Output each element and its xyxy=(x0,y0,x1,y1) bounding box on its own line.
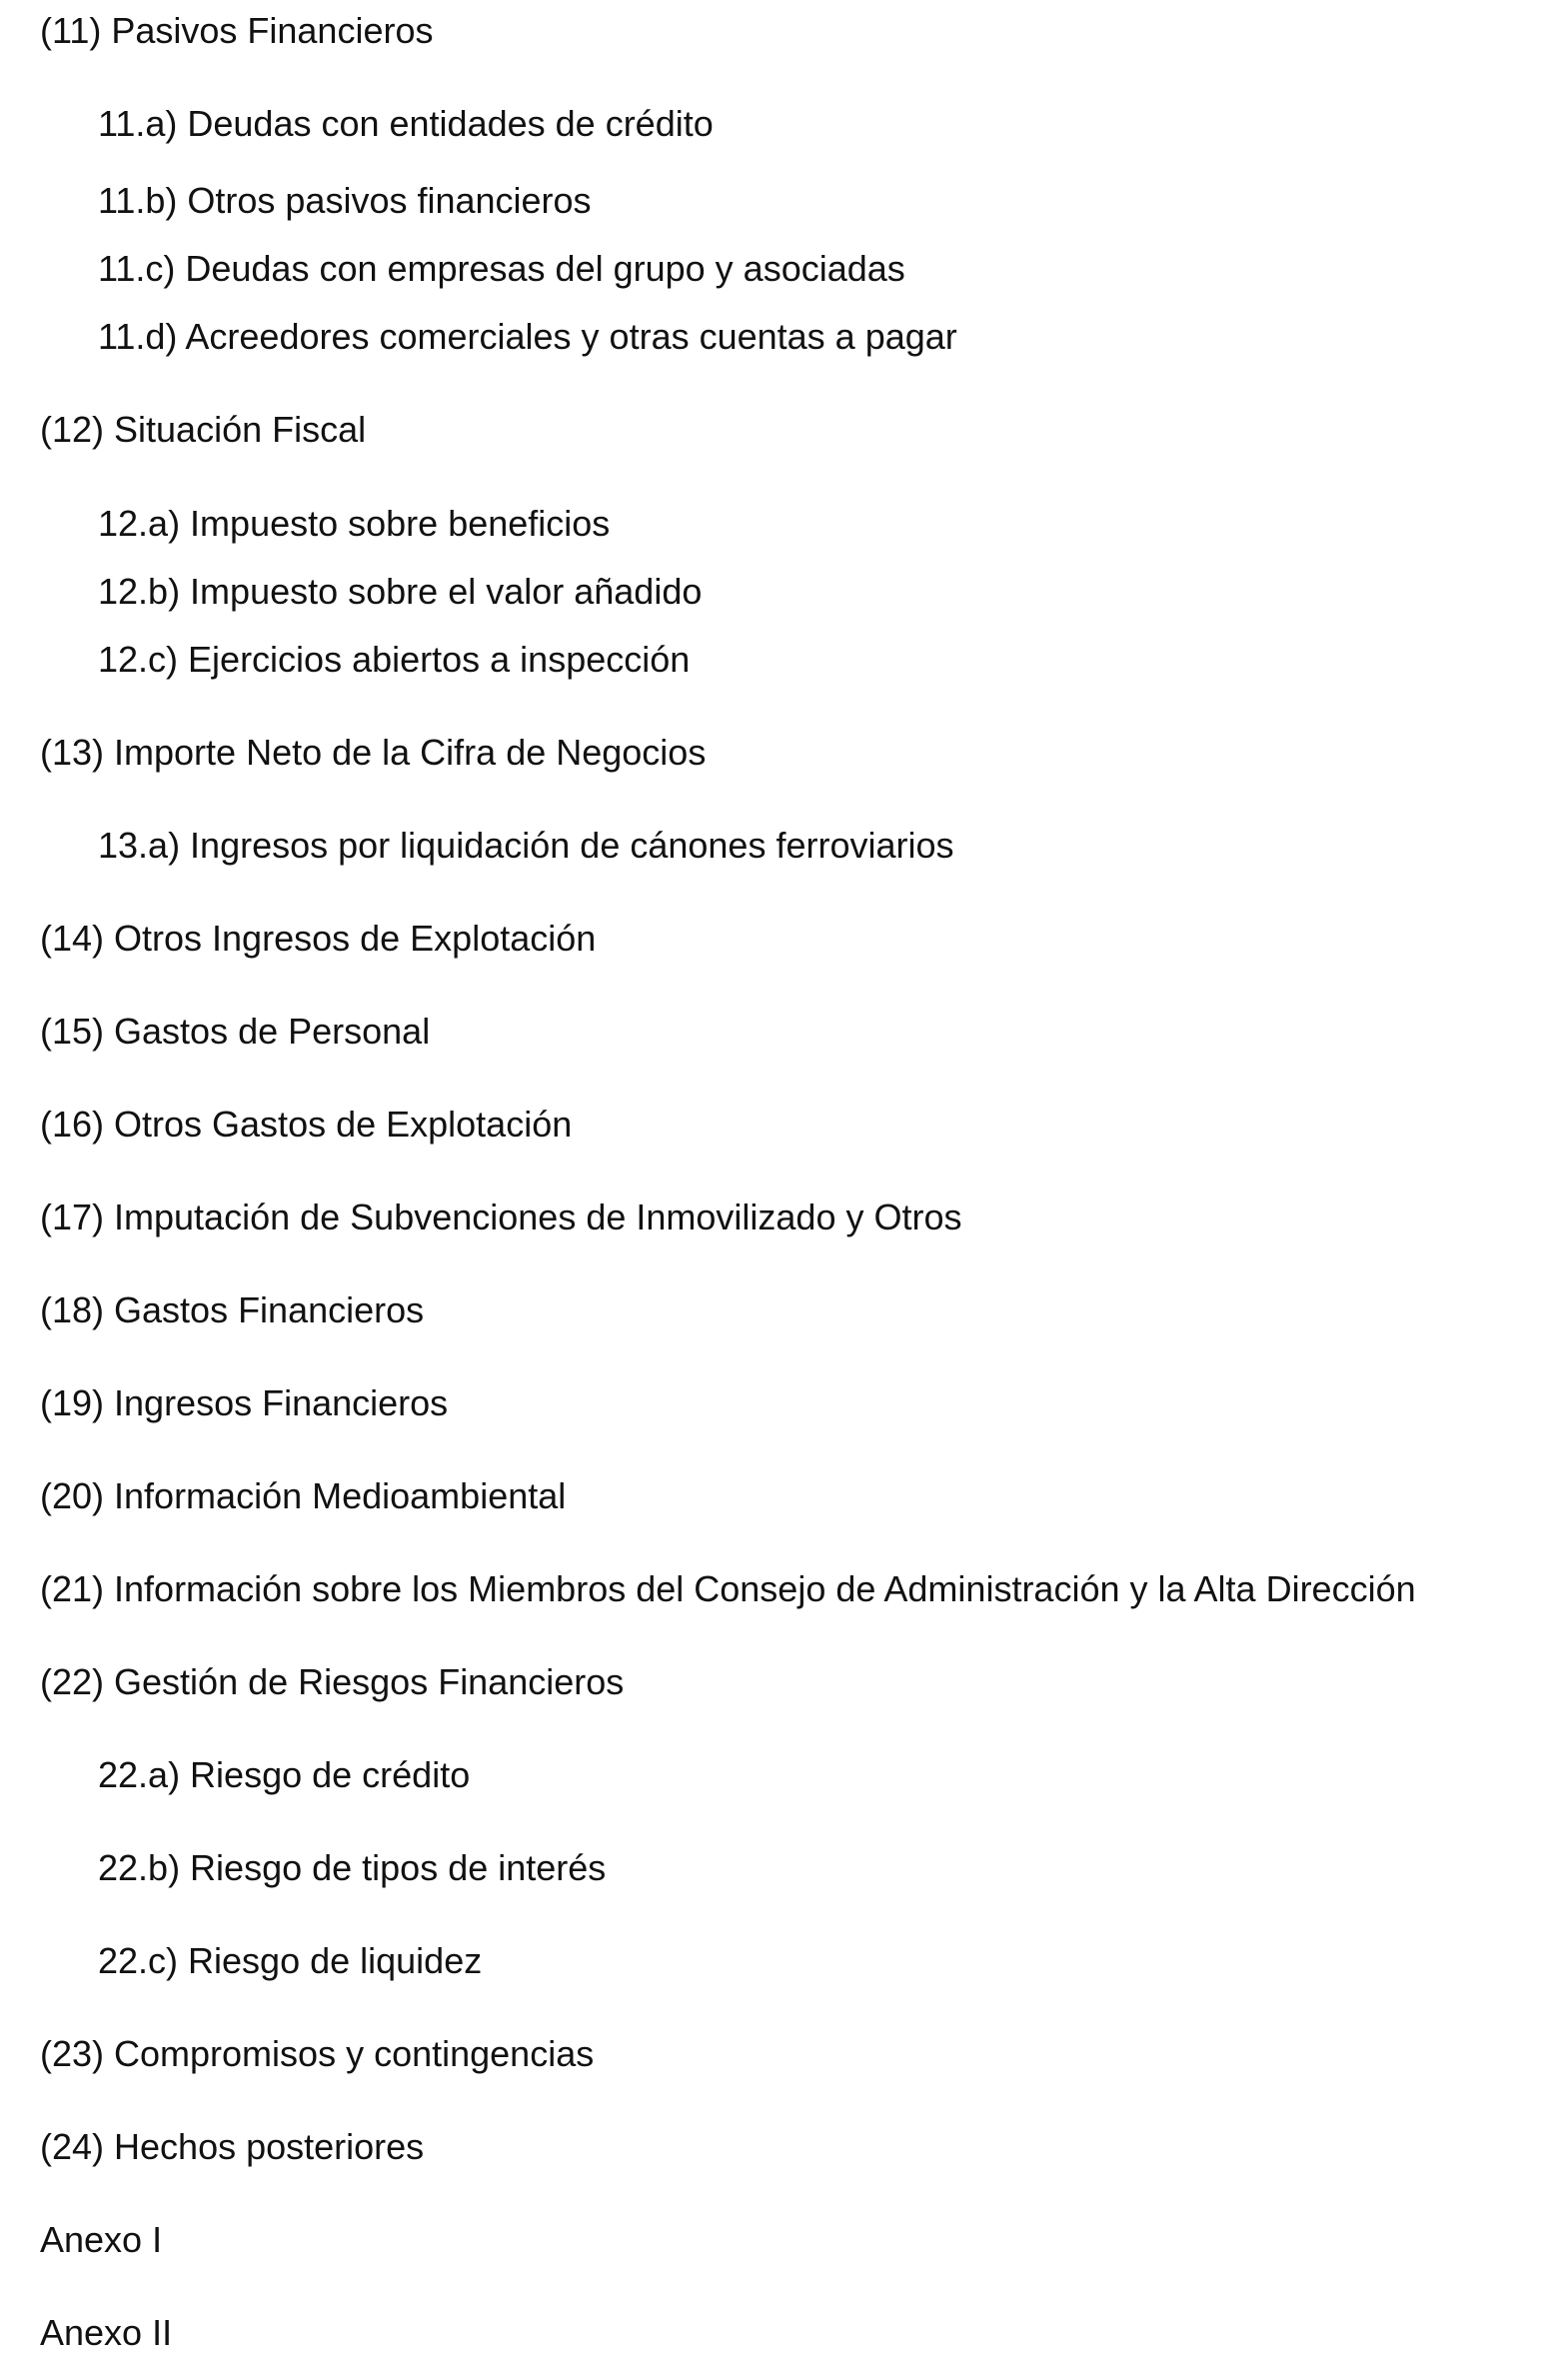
toc-entry-anexo-2: Anexo II xyxy=(40,2312,173,2353)
toc-entry-21: (21) Información sobre los Miembros del Consejo de Administración y la Alta Dirección xyxy=(40,1568,1416,1609)
toc-entry-22b: 22.b) Riesgo de tipos de interés xyxy=(98,1847,607,1888)
toc-entry-23: (23) Compromisos y contingencias xyxy=(40,2033,595,2074)
toc-entry-19: (19) Ingresos Financieros xyxy=(40,1382,449,1423)
toc-entry-11c: 11.c) Deudas con empresas del grupo y asociadas xyxy=(98,248,905,289)
toc-entry-18: (18) Gastos Financieros xyxy=(40,1289,425,1330)
toc-entry-12c: 12.c) Ejercicios abiertos a inspección xyxy=(98,639,691,680)
toc-entry-20: (20) Información Medioambiental xyxy=(40,1475,567,1516)
toc-entry-11b: 11.b) Otros pasivos financieros xyxy=(98,180,592,221)
toc-entry-11d: 11.d) Acreedores comerciales y otras cuentas a pagar xyxy=(98,316,957,357)
toc-entry-13a: 13.a) Ingresos por liquidación de cánones ferroviarios xyxy=(98,825,954,866)
toc-entry-15: (15) Gastos de Personal xyxy=(40,1011,431,1052)
toc-entry-22a: 22.a) Riesgo de crédito xyxy=(98,1754,471,1795)
toc-entry-11a: 11.a) Deudas con entidades de crédito xyxy=(98,103,714,144)
toc-entry-12b: 12.b) Impuesto sobre el valor añadido xyxy=(98,571,703,612)
toc-entry-16: (16) Otros Gastos de Explotación xyxy=(40,1104,573,1145)
toc-entry-14: (14) Otros Ingresos de Explotación xyxy=(40,918,597,959)
toc-entry-12: (12) Situación Fiscal xyxy=(40,409,367,450)
toc-entry-13: (13) Importe Neto de la Cifra de Negocios xyxy=(40,732,707,773)
toc-entry-anexo-1: Anexo I xyxy=(40,2219,163,2260)
toc-entry-12a: 12.a) Impuesto sobre beneficios xyxy=(98,503,611,544)
toc-entry-22c: 22.c) Riesgo de liquidez xyxy=(98,1940,483,1981)
toc-entry-11: (11) Pasivos Financieros xyxy=(40,10,434,51)
toc-entry-24: (24) Hechos posteriores xyxy=(40,2126,425,2167)
toc-entry-22: (22) Gestión de Riesgos Financieros xyxy=(40,1661,625,1702)
toc-entry-17: (17) Imputación de Subvenciones de Inmovilizado y Otros xyxy=(40,1196,962,1237)
